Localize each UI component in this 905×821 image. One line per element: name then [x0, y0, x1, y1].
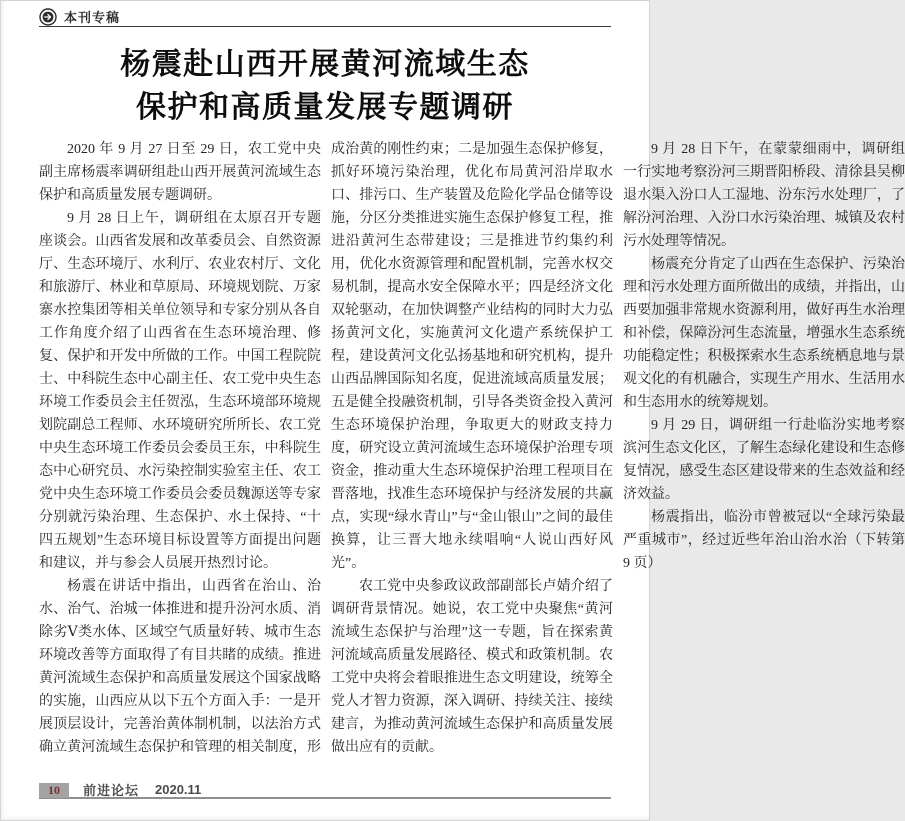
page-number-badge: 10: [39, 783, 69, 798]
article-paragraph: 9 月 28 日上午，调研组在太原召开专题座谈会。山西省发展和改革委员会、自然资源厅、生态环境厅、水利厅、农业农村厅、文化和旅游厅、林业和草原局、环境规划院、万家寨水控集团等相关单位领导和专家分别从各自工作角度介绍了山西省在生态环境治理、修复、保护和开发中所做的工作。中国工程院院士、中科院生态中心副主任、农工党中央生态环境工作委员会主任贺泓，生态环境部环境规划院副总工程师、水环境研究所所长、农工党中央生态环境工作委员会委员王东，中科院生态中心研究员、水污染控制实验室主任、农工党中央生态环境工作委员会委员魏源送等专家分别就污染治理、生态保护、水土保持、“十四五规划”生态环境目标设置等方面提出问题和建议，并与参会人员展开热烈讨论。: [39, 211, 321, 571]
article-body: [39, 138, 905, 766]
article-paragraph: 杨震在讲话中指出，山西省在治山、治水、治气、治城一体推进和提升汾河水质、消除劣Ⅴ类水体、区域空气质量好转、城市生态环境改善等方面取得了有目共睹的成绩。推进黄河流域生态保护和高质量发展这个国家战略的实施，山西应从以下五个方面入手：一是开展顶层设计，完善治黄体制机制，以法治方式确立黄河流域生态保护和管理的相关制度，形成治黄的刚性约束；二是加强生态保护修复，抓好环境污染治理，优化布局黄河沿岸取水口、排污口、生产装置及危险化学品仓储等设施，分区分类推进实施生态保护修复工程，推进沿黄河生态带建设；三是推进节约集约利用，优化水资源管理和配置机制，完善水权交易机制，提高水安全保障水平；四是经济文化双轮驱动，在加快调整产业结构的同时大力弘扬黄河文化，实施黄河文化遗产系统保护工程，建设黄河文化弘扬基地和研究机构，提升山西品牌国际知名度，促进流域高质量发展；五是健全投融资机制，引导各类资金投入黄河生态环境保护治理，争取更大的财政支持力度，研究设立黄河流域生态环境保护治理专项资金，推动重大生态环境保护治理工程项目在晋落地，找准生态环境保护与经济发展的共赢点，实现“绿水青山”与“金山银山”之间的最佳换算，让三晋大地永续唱响“人说山西好风光”。: [39, 142, 613, 755]
journal-issue: 2020.11: [155, 781, 202, 797]
article-paragraph: 2020 年 9 月 27 日至 29 日，农工党中央副主席杨震率调研组赴山西开展黄河流域生态保护和高质量发展专题调研。: [39, 142, 321, 203]
article-paragraph: 杨震指出，临汾市曾被冠以“全球污染最严重城市”，经过近些年治山治水治（下转第 9 页）: [623, 510, 905, 571]
article-title-line2: 保护和高质量发展专题调研: [136, 91, 514, 124]
journal-name: 前进论坛: [83, 782, 140, 798]
page-footer: [39, 781, 611, 799]
article-title: [1, 43, 649, 129]
page-header: [39, 9, 611, 27]
article-paragraph: 9 月 29 日，调研组一行赴临汾实地考察滨河生态文化区，了解生态绿化建设和生态修复情况，感受生态区建设带来的生态效益和经济效益。: [623, 418, 905, 502]
article-paragraph: 杨震充分肯定了山西在生态保护、污染治理和污水处理方面所做出的成绩，并指出，山西要加强非常规水资源利用，做好再生水治理和补偿，保障汾河生态流量，增强水生态系统功能稳定性；积极探索水生态系统栖息地与景观文化的有机融合，实现生产用水、生活用水和生态用水的统筹规划。: [623, 257, 905, 410]
column-tag-label: 本刊专稿: [64, 9, 121, 25]
article-paragraph: 农工党中央参政议政部副部长卢婧介绍了调研背景情况。她说，农工党中央聚焦“黄河流域生态保护与治理”这一专题，旨在探索黄河流域高质量发展路径、模式和政策机制。农工党中央将会着眼推进生态文明建设，统筹全党人才智力资源，深入调研、持续关注、接续建言，为推动黄河流域生态保护和高质量发展做出应有的贡献。: [331, 579, 613, 755]
article-paragraph: 9 月 28 日下午，在蒙蒙细雨中，调研组一行实地考察汾河三期晋阳桥段、清徐县吴柳退水渠入汾口人工湿地、汾东污水处理厂，了解汾河治理、入汾口水污染治理、城镇及农村污水处理等情况。: [623, 142, 905, 249]
article-title-line1: 杨震赴山西开展黄河流域生态: [120, 48, 530, 81]
circle-arrow-right-icon: [39, 8, 57, 26]
